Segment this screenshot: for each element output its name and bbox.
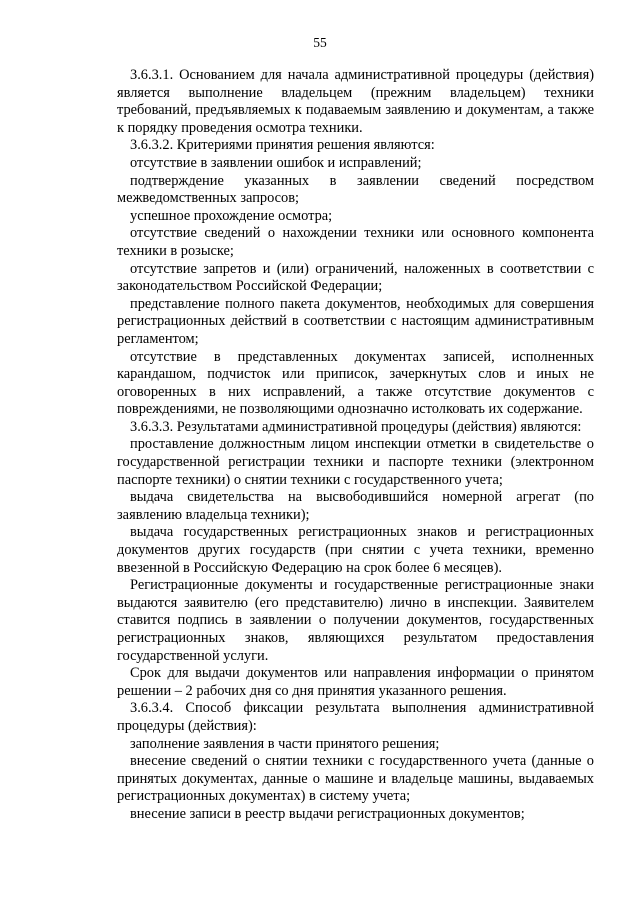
criterion-item: успешное прохождение осмотра; (130, 207, 333, 224)
paragraph-deadline: Срок для выдачи документов или направления информации о принятом решении – 2 рабочих дня со дня принятия указанного решения. (117, 665, 594, 699)
body-text (117, 67, 594, 824)
criterion-item: отсутствие в заявлении ошибок и исправлений; (130, 154, 422, 171)
paragraph-3-6-3-3-heading: 3.6.3.3. Результатами административной процедуры (действия) являются: (130, 418, 582, 435)
criterion-item: отсутствие в представленных документах записей, исполненных карандашом, подчисток или приписок, зачеркнутых слов и иных не оговоренных в них исправлений, а также отсутствие документов с повреждениями, не позволяющими однозначно истолковать их содержание. (117, 348, 594, 418)
criterion-item: отсутствие запретов и (или) ограничений, наложенных в соответствии с законодательством Российской Федерации; (117, 260, 594, 295)
fixation-item: внесение сведений о снятии техники с государственного учета (данные о принятых документах, данные о машине и владельце машины, выдаваемых регистрационных документах) в систему учета; (117, 753, 594, 805)
paragraph-3-6-3-1: 3.6.3.1. Основанием для начала административной процедуры (действия) является выполнение владельцем (прежним владельцем) техники требований, предъявляемых к подаваемым заявлению и документам, а также к порядку проведения осмотра техники. (117, 67, 594, 136)
fixation-item: заполнение заявления в части принятого решения; (130, 735, 440, 752)
paragraph-issuance: Регистрационные документы и государственные регистрационные знаки выдаются заявителю (его представителю) лично в инспекции. Заявителем ставится подпись в заявлении о получении документов, государственных регистрационных знаков, являющихся результатом предоставления государственной услуги. (117, 577, 594, 664)
result-item: выдача государственных регистрационных знаков и регистрационных документов других государств (при снятии с учета техники, временно ввезенной в Российскую Федерацию на срок более 6 месяцев). (117, 524, 594, 576)
criterion-item: подтверждение указанных в заявлении сведений посредством межведомственных запросов; (117, 172, 594, 207)
result-item: выдача свидетельства на высвободившийся номерной агрегат (по заявлению владельца техники); (117, 489, 594, 523)
result-item: проставление должностным лицом инспекции отметки в свидетельстве о государственной регистрации техники и паспорте техники (электронном паспорте техники) о снятии техники с государственного учета; (117, 436, 594, 488)
paragraph-3-6-3-4-heading: 3.6.3.4. Способ фиксации результата выполнения административной процедуры (действия): (117, 700, 594, 734)
paragraph-3-6-3-2-heading: 3.6.3.2. Критериями принятия решения являются: (130, 137, 435, 154)
criterion-item: отсутствие сведений о нахождении техники или основного компонента техники в розыске; (117, 225, 594, 259)
page-number: 55 (313, 35, 327, 50)
criterion-item: представление полного пакета документов, необходимых для совершения регистрационных действий в соответствии с настоящим административным регламентом; (117, 295, 594, 347)
fixation-item: внесение записи в реестр выдачи регистрационных документов; (130, 805, 525, 822)
